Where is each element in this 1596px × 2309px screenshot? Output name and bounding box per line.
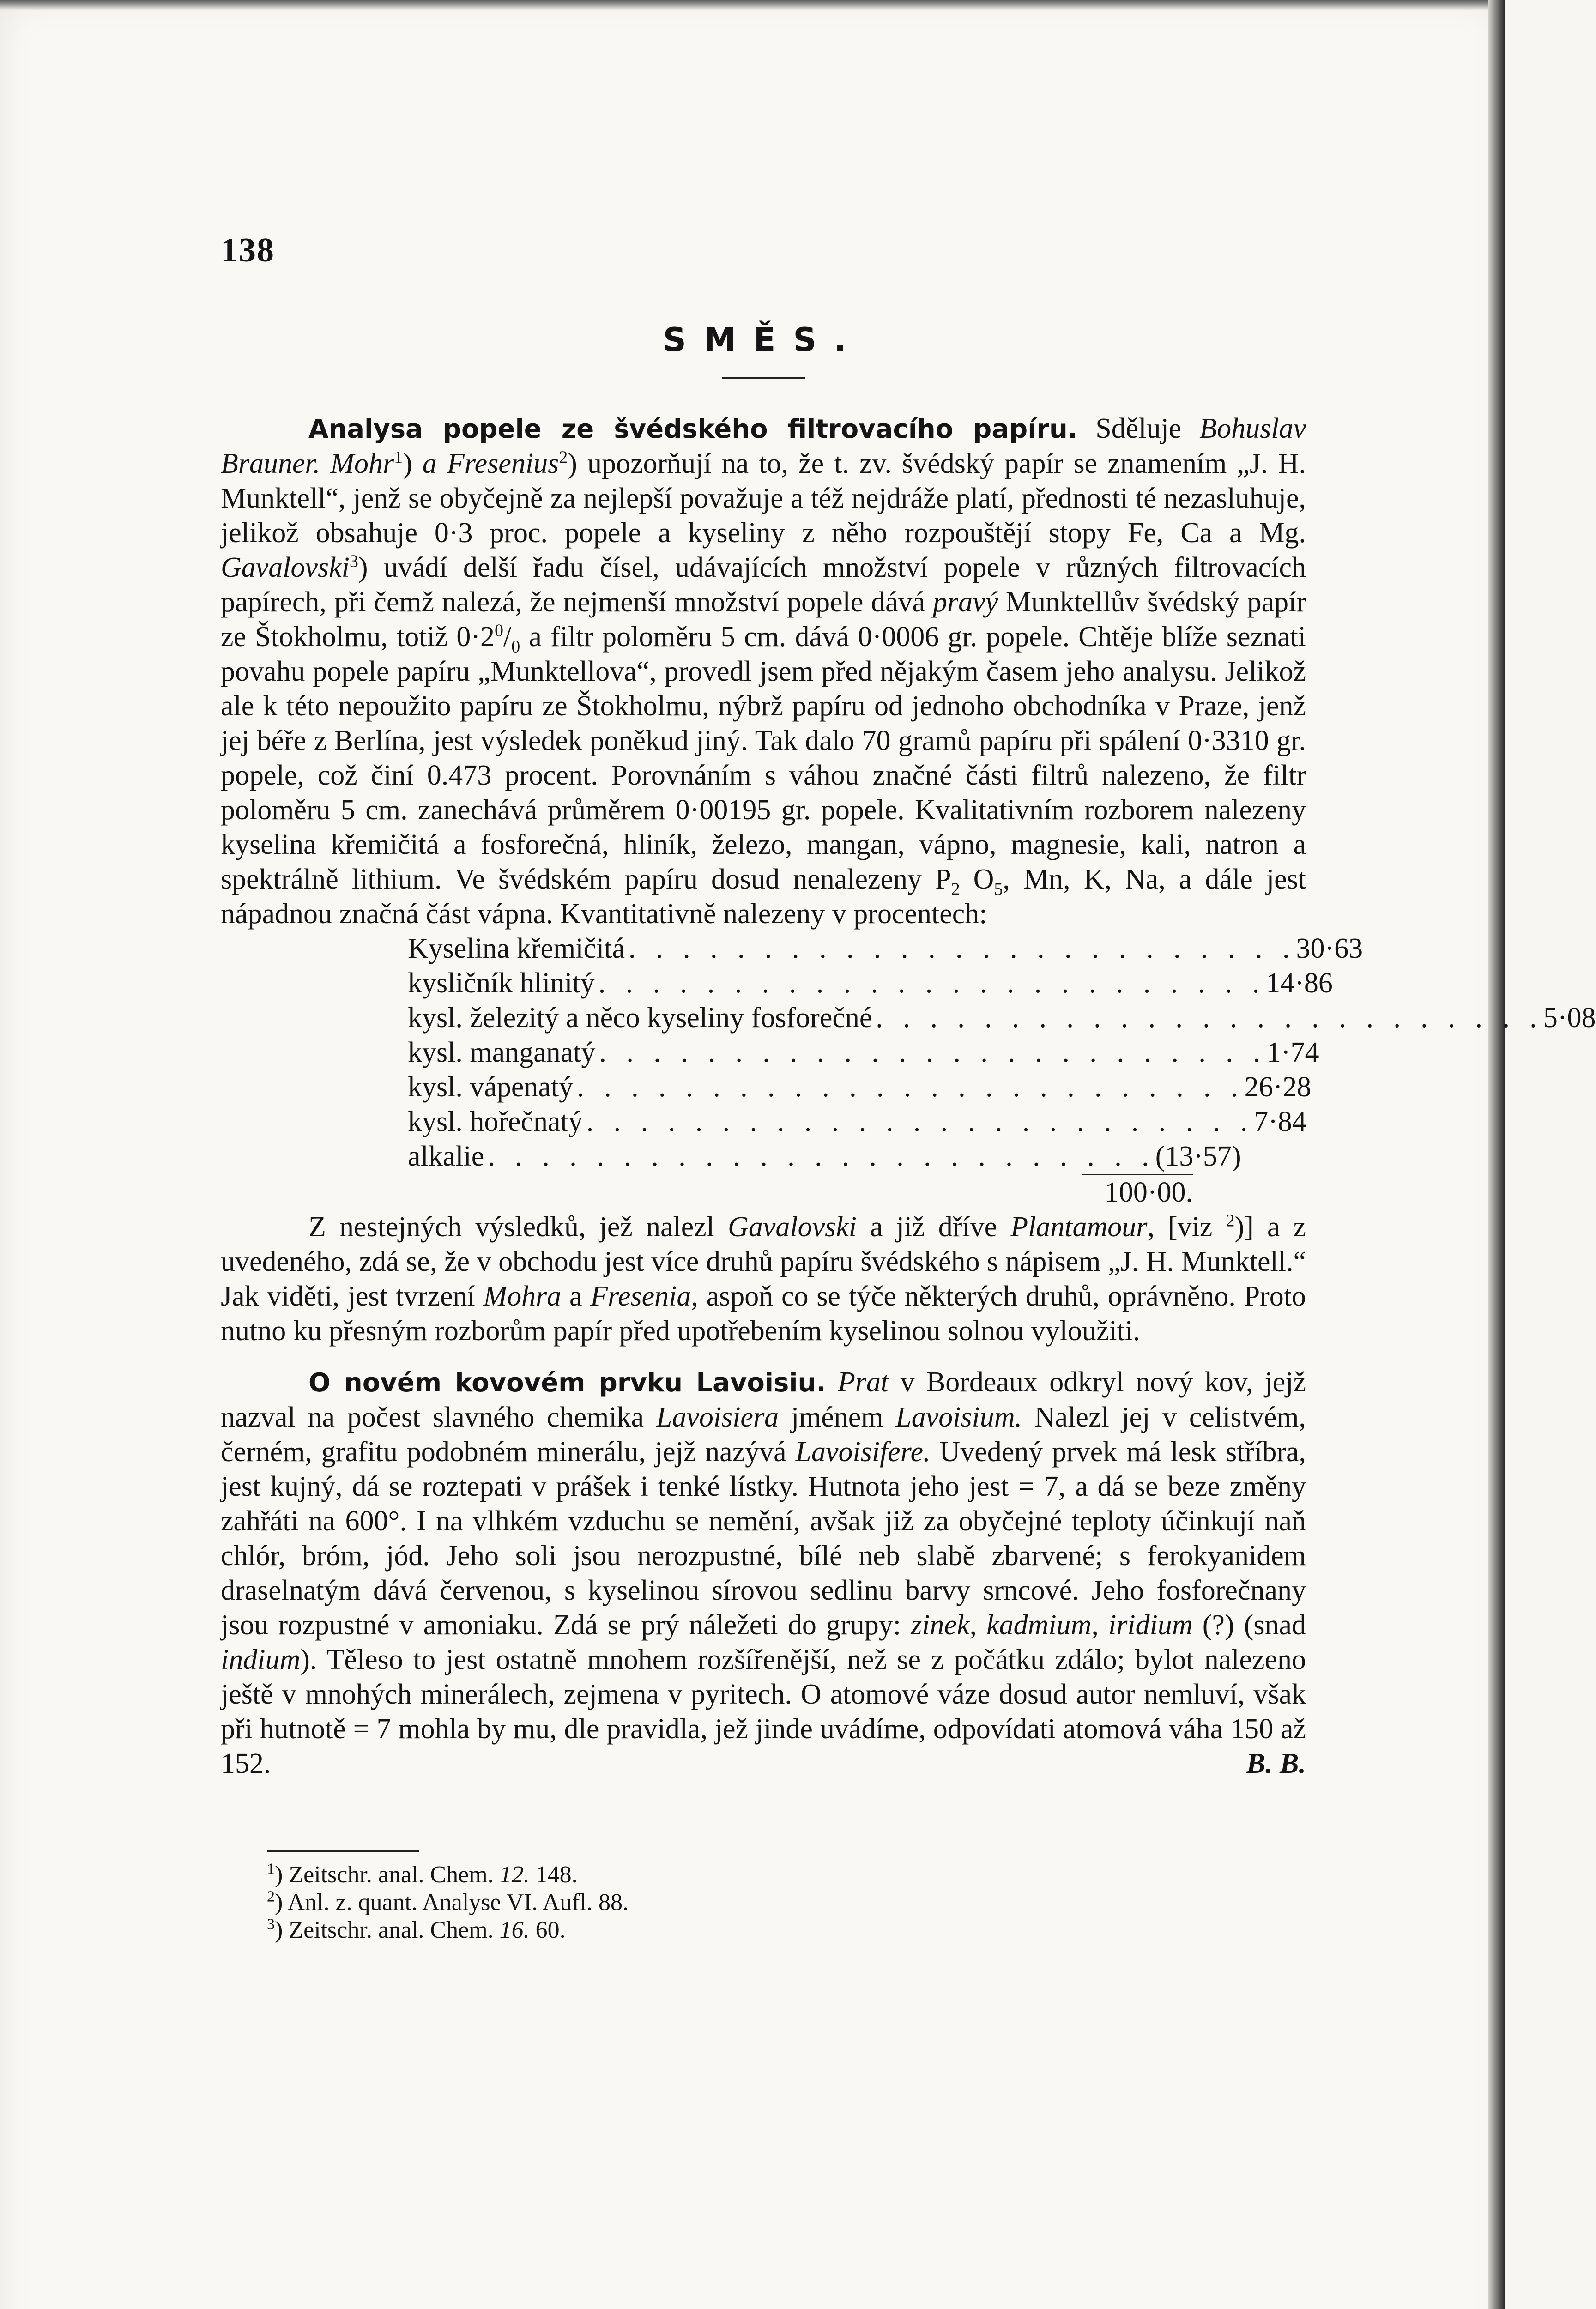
article2-signature: B. B. xyxy=(1246,1748,1306,1779)
ash-table-row xyxy=(408,1105,1306,1139)
footnote xyxy=(267,1916,1306,1944)
ash-table-row xyxy=(408,1001,1596,1035)
superscript: 0 xyxy=(494,621,503,641)
ash-table-row xyxy=(408,966,1333,1001)
footnotes xyxy=(221,1861,1306,1944)
text-run: Uvedený prvek má lesk stříbra, jest kujný, dá se roztepati v prášek i tenké lístky. Hutnota jeho jest = 7, a dá se beze změny zahřáti na 600°. I na vlhkém vzduchu se nemění, avšak již za obyčejné teploty účinkují naň chlór, bróm, jód. Jeho soli jsou nerozpustné, bílé neb slabě zbarvené; s ferokyanidem draselnatým dává červenou, s kyselinou sírovou sedlinu barvy srncové. Jeho fosforečnany jsou rozpustné v amoniaku. Zdá se prý náležeti do grupy: xyxy=(221,1436,1306,1641)
article1-paragraph2 xyxy=(221,1210,1306,1348)
section-title: SMĚS. xyxy=(663,321,864,359)
footnote-page: 60. xyxy=(529,1917,566,1943)
ash-component-value: 1·74 xyxy=(1266,1037,1319,1068)
ash-component-value: 30·63 xyxy=(1296,933,1363,964)
article1-body1 xyxy=(221,413,1306,930)
text-run: (?) (snad xyxy=(1192,1609,1306,1641)
ash-table-row xyxy=(408,1070,1312,1105)
ash-table-row xyxy=(408,931,1363,966)
superscript: 2 xyxy=(1226,1211,1235,1231)
dot-leader: . . . . . . . . . . . . . . . . . . . . . . . . . xyxy=(586,1106,1254,1137)
ash-table-row xyxy=(408,1035,1319,1070)
subscript: 2 xyxy=(951,879,960,899)
subscript: 0 xyxy=(511,637,520,657)
italic-text: pravý xyxy=(932,586,998,618)
footnote-text: ) Zeitschr. anal. Chem. xyxy=(275,1862,500,1888)
italic-text: Plantamour xyxy=(1010,1211,1148,1243)
footnote-page: 148. xyxy=(529,1862,578,1888)
article2-paragraph1 xyxy=(221,1365,1306,1781)
article2-heading: O novém kovovém prvku Lavoisiu. xyxy=(308,1368,826,1398)
superscript: 1 xyxy=(394,447,403,467)
text-run: a již dříve xyxy=(856,1211,1011,1243)
text-run: O xyxy=(960,864,994,895)
italic-text: Bohuslav Brauner. Mohr xyxy=(221,413,1306,479)
text-run: Z nestejných výsledků, jež nalezl xyxy=(308,1211,728,1243)
footnote-mark: 2 xyxy=(267,1888,275,1905)
text-run: ). Těleso to jest ostatně mnohem rozšířenější, než se z počátku zdálo; bylot nalezeno ještě v mnohých minerálech, zejmena v pyritech. O atomové váze dosud autor nemluví, však při hutnotě = 7 mohla by mu, dle pravidla, jež jinde uvádíme, odpovídati atomová váha 150 až 152. xyxy=(221,1644,1306,1779)
article1-body2 xyxy=(221,1211,1306,1347)
footnote-rule xyxy=(267,1850,419,1852)
ash-component-value: 14·86 xyxy=(1266,967,1333,999)
ash-composition-table xyxy=(408,931,1596,1210)
ash-component-label: kysl. vápenatý xyxy=(408,1071,574,1103)
footnote-volume: 12. xyxy=(499,1862,530,1888)
italic-text: Gavalovski xyxy=(728,1211,857,1243)
text-run: )] a z uvedeného, zdá se, že v obchodu jest více druhů papíru švédského s nápisem „J. H. Munktell.“ Jak viděti, jest tvrzení xyxy=(221,1211,1306,1312)
dot-leader: . . . . . . . . . . . . . . . . . . . . . . . . . xyxy=(598,967,1266,999)
article1-heading: Analysa popele ze švédského filtrovacího papíru. xyxy=(308,414,1078,444)
ash-table-row xyxy=(408,1139,1241,1174)
italic-text: Prat xyxy=(838,1366,889,1398)
text-run: , [viz xyxy=(1147,1211,1226,1243)
superscript: 2 xyxy=(559,447,568,467)
italic-text: Mohra xyxy=(483,1281,562,1312)
ash-component-label: kysl. manganatý xyxy=(408,1037,596,1068)
ash-component-label: kysl. hořečnatý xyxy=(408,1106,583,1137)
ash-component-value: 5·08 xyxy=(1543,1002,1596,1034)
scan-edge-right xyxy=(1488,0,1505,2309)
ash-component-label: kysličník hlinitý xyxy=(408,967,595,999)
italic-text: Lavoisifere. xyxy=(795,1436,931,1468)
title-rule xyxy=(722,377,805,379)
text-run: ) upozorňují na to, že t. zv. švédský papír se znamením „J. H. Munktell“, jenž se obyčejně za nejlepší považuje a též nejdráže platí, přednosti té nezasluhuje, jelikož obsahuje 0·3 proc. popele a kyseliny z něho rozpouštějí stopy Fe, Ca a Mg. xyxy=(221,448,1306,549)
article-spacer xyxy=(221,1348,1306,1365)
ash-component-value: (13·57) xyxy=(1155,1141,1241,1172)
ash-component-value: 7·84 xyxy=(1254,1106,1306,1137)
scan-edge-top xyxy=(0,0,1505,10)
text-run: / xyxy=(503,621,512,653)
italic-text: Lavoisium. xyxy=(895,1402,1022,1433)
text-run: Nalezl jej v celistvém, černém, grafitu podobném minerálu, jejž nazývá xyxy=(221,1402,1306,1468)
text-run: ) xyxy=(403,448,423,479)
text-run: a filtr poloměru 5 cm. dává 0·0006 gr. popele. Chtěje blíže seznati povahu popele papíru „Munktellova“, provedl jsem před nějakým časem jeho analysu. Jelikož ale k této nepoužito papíru ze Štokholmu, nýbrž papíru od jednoho obchodníka v Praze, jenž jej béře z Berlína, jest výsledek poněkud jiný. Tak dalo 70 gramů papíru při spálení 0·3310 gr. popele, což činí 0.473 procent. Porovnáním s váhou značné části filtrů nalezeno, že filtr poloměru 5 cm. zanechává průměrem 0·00195 gr. popele. Kvalitativním rozborem nalezeny kyselina křemičitá a fosforečná, hliník, železo, mangan, vápno, magnesie, kali, natron a spektrálně lithium. Ve švédském papíru dosud nenalezeny P xyxy=(221,621,1306,895)
ash-table-rows xyxy=(408,931,1596,1174)
italic-text: Fresenia xyxy=(590,1281,691,1312)
dot-leader: . . . . . . . . . . . . . . . . . . . . . . . . . xyxy=(629,933,1296,964)
ash-component-label: kysl. železitý a něco kyseliny fosforečné xyxy=(408,1002,872,1034)
ash-total: 100·00. xyxy=(1082,1174,1193,1210)
text-run: jménem xyxy=(779,1402,896,1433)
italic-text: zinek, kadmium, iridium xyxy=(911,1609,1193,1641)
dot-leader: . . . . . . . . . . . . . . . . . . . . . . . . . xyxy=(599,1037,1267,1068)
italic-text: a Fresenius xyxy=(422,448,559,479)
text-run xyxy=(826,1366,838,1398)
article2-body xyxy=(221,1366,1306,1779)
text-run: Sděluje xyxy=(1077,413,1200,444)
italic-text: Gavalovski xyxy=(221,552,350,583)
ash-total-row xyxy=(408,1174,1193,1210)
footnote-volume: 16. xyxy=(499,1917,530,1943)
footnote xyxy=(267,1889,1306,1916)
footnote-text: ) Zeitschr. anal. Chem. xyxy=(275,1917,500,1943)
italic-text: Lavoisiera xyxy=(656,1402,779,1433)
ash-component-label: alkalie xyxy=(408,1141,484,1172)
dot-leader: . . . . . . . . . . . . . . . . . . . . . . . . . xyxy=(876,1002,1543,1034)
subscript: 5 xyxy=(994,879,1003,899)
text-run: v Bordeaux odkryl nový kov, jejž nazval na počest slavného chemika xyxy=(221,1366,1306,1433)
text-run: , aspoň co se týče některých druhů, oprávněno. Proto nutno ku přesným rozborům papír před upotřebením kyselinou solnou vyloužiti. xyxy=(221,1281,1306,1347)
superscript: 3 xyxy=(349,551,358,571)
footnote-text: ) Anl. z. quant. Analyse VI. Aufl. 88. xyxy=(275,1889,629,1916)
italic-text: indium xyxy=(221,1644,301,1675)
dot-leader: . . . . . . . . . . . . . . . . . . . . . . . . . xyxy=(577,1071,1245,1103)
text-run: Munktellův švédský papír ze Štokholmu, totiž 0·2 xyxy=(221,586,1306,653)
page-content xyxy=(221,231,1596,1944)
ash-component-label: Kyselina křemičitá xyxy=(408,933,625,964)
text-run: ) uvádí delší řadu čísel, udávajících množství popele v různých filtrovacích papírech, při čemž nalezá, že nejmenší množství popele dává xyxy=(221,552,1306,618)
article1-paragraph1 xyxy=(221,411,1306,931)
footnote xyxy=(267,1861,1306,1889)
text-run: a xyxy=(561,1281,591,1312)
page-number: 138 xyxy=(221,231,275,269)
dot-leader: . . . . . . . . . . . . . . . . . . . . . . . . . xyxy=(488,1141,1155,1172)
footnote-mark: 3 xyxy=(267,1916,275,1933)
ash-component-value: 26·28 xyxy=(1244,1071,1312,1103)
footnote-mark: 1 xyxy=(267,1860,275,1878)
text-run: , Mn, K, Na, a dále jest nápadnou značná část vápna. Kvantitativně nalezeny v procentech: xyxy=(221,864,1306,930)
